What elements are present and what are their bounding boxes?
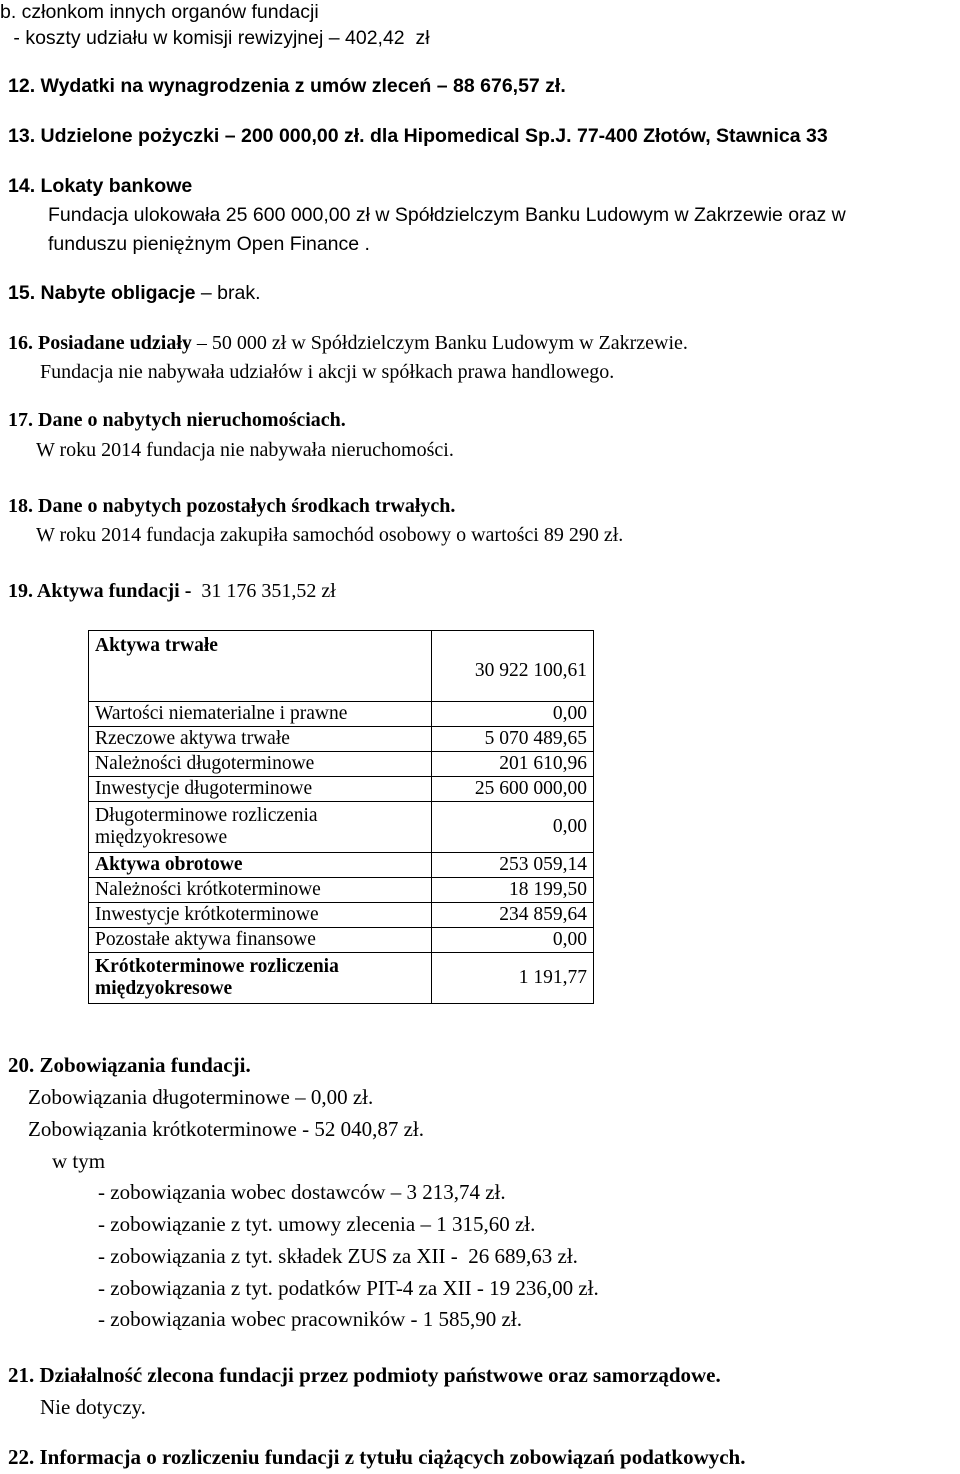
section-15-text: – brak.	[195, 282, 261, 304]
table-row	[89, 953, 594, 1004]
table-cell-value: 234 859,64	[432, 903, 594, 928]
list-item: - zobowiązania wobec dostawców – 3 213,74 zł.	[98, 1180, 506, 1204]
section-13	[8, 127, 828, 147]
section-16	[8, 333, 688, 353]
text-line: w tym	[52, 1149, 106, 1173]
assets-table	[88, 630, 594, 1004]
table-cell-label: Rzeczowe aktywa trwałe	[89, 727, 432, 752]
list-item: - zobowiązania z tyt. składek ZUS za XII - 26 689,63 zł.	[98, 1244, 578, 1268]
text-line: - koszty udziału w komisji rewizyjnej – 402,42 zł	[8, 27, 430, 49]
section-17-title: 17. Dane o nabytych nieruchomościach.	[8, 409, 346, 431]
section-18-title: 18. Dane o nabytych pozostałych środkach trwałych.	[8, 495, 456, 517]
section-20-title: 20. Zobowiązania fundacji.	[8, 1053, 251, 1077]
table-row	[89, 702, 594, 727]
table-cell-label: Należności krótkoterminowe	[89, 878, 432, 903]
text-line: W roku 2014 fundacja zakupiła samochód osobowy o wartości 89 290 zł.	[36, 524, 624, 546]
table-cell-label: Należności długoterminowe	[89, 752, 432, 777]
table-cell-label: Pozostałe aktywa finansowe	[89, 928, 432, 953]
label-line: Długoterminowe rozliczenia	[95, 804, 318, 826]
table-row	[89, 802, 594, 853]
list-item: - zobowiązania z tyt. podatków PIT-4 za XII - 19 236,00 zł.	[98, 1276, 599, 1300]
table-cell-label: Inwestycje krótkoterminowe	[89, 903, 432, 928]
table-cell-value: 25 600 000,00	[432, 777, 594, 802]
section-15-title: 15. Nabyte obligacje	[8, 282, 196, 304]
table-cell-label: Wartości niematerialne i prawne	[89, 702, 432, 727]
label-line: międzyokresowe	[95, 978, 233, 999]
section-14-title: 14. Lokaty bankowe	[8, 175, 193, 197]
section-15	[8, 284, 261, 304]
table-cell-label: Aktywa obrotowe	[89, 853, 432, 878]
text-line: Fundacja nie nabywała udziałów i akcji w spółkach prawa handlowego.	[40, 361, 615, 383]
text-line: funduszu pieniężnym Open Finance .	[48, 233, 370, 255]
table-row	[89, 777, 594, 802]
section-16-title: 16. Posiadane udziały	[8, 332, 192, 354]
text-line: Zobowiązania długoterminowe – 0,00 zł.	[28, 1085, 374, 1109]
table-cell-label	[89, 953, 432, 1004]
table-cell-value: 0,00	[432, 802, 594, 853]
text-line: W roku 2014 fundacja nie nabywała nieruchomości.	[36, 439, 454, 461]
label-line: międzyokresowe	[95, 827, 228, 848]
table-row	[89, 631, 594, 702]
section-19-value: 31 176 351,52 zł	[196, 580, 336, 602]
section-13-text: 13. Udzielone pożyczki – 200 000,00 zł. dla Hipomedical Sp.J. 77-400 Złotów, Stawnica 33	[8, 125, 828, 147]
section-16-text: – 50 000 zł w Spółdzielczym Banku Ludowym w Zakrzewie.	[191, 332, 688, 354]
text-line: Fundacja ulokowała 25 600 000,00 zł w Spółdzielczym Banku Ludowym w Zakrzewie oraz w	[48, 204, 846, 226]
table-row	[89, 727, 594, 752]
section-22-title: 22. Informacja o rozliczeniu fundacji z tytułu ciążących zobowiązań podatkowych.	[8, 1445, 746, 1469]
table-cell-value: 18 199,50	[432, 878, 594, 903]
table-cell-value: 30 922 100,61	[432, 631, 594, 702]
label-line: Krótkoterminowe rozliczenia	[95, 955, 339, 977]
text-line: b. członkom innych organów fundacji	[0, 1, 319, 23]
table-cell-label	[89, 802, 432, 853]
table-cell-value: 1 191,77	[432, 953, 594, 1004]
table-cell-value: 201 610,96	[432, 752, 594, 777]
section-19-title: 19. Aktywa fundacji -	[8, 580, 197, 602]
list-item: - zobowiązanie z tyt. umowy zlecenia – 1 315,60 zł.	[98, 1212, 536, 1236]
text-line: Nie dotyczy.	[40, 1395, 146, 1419]
table-row	[89, 903, 594, 928]
table-cell-value: 5 070 489,65	[432, 727, 594, 752]
section-21-title: 21. Działalność zlecona fundacji przez podmioty państwowe oraz samorządowe.	[8, 1363, 721, 1387]
section-19	[8, 581, 336, 601]
table-cell-value: 0,00	[432, 928, 594, 953]
table-cell-value: 253 059,14	[432, 853, 594, 878]
list-item: - zobowiązania wobec pracowników - 1 585,90 zł.	[98, 1307, 522, 1331]
section-12: 12. Wydatki na wynagrodzenia z umów zleceń – 88 676,57 zł.	[8, 75, 566, 97]
table-cell-label: Inwestycje długoterminowe	[89, 777, 432, 802]
table-cell-label: Aktywa trwałe	[89, 631, 432, 702]
text-line: Zobowiązania krótkoterminowe - 52 040,87 zł.	[28, 1117, 424, 1141]
table-cell-value: 0,00	[432, 702, 594, 727]
table-row	[89, 853, 594, 878]
table-row	[89, 752, 594, 777]
table-row	[89, 928, 594, 953]
table-row	[89, 878, 594, 903]
